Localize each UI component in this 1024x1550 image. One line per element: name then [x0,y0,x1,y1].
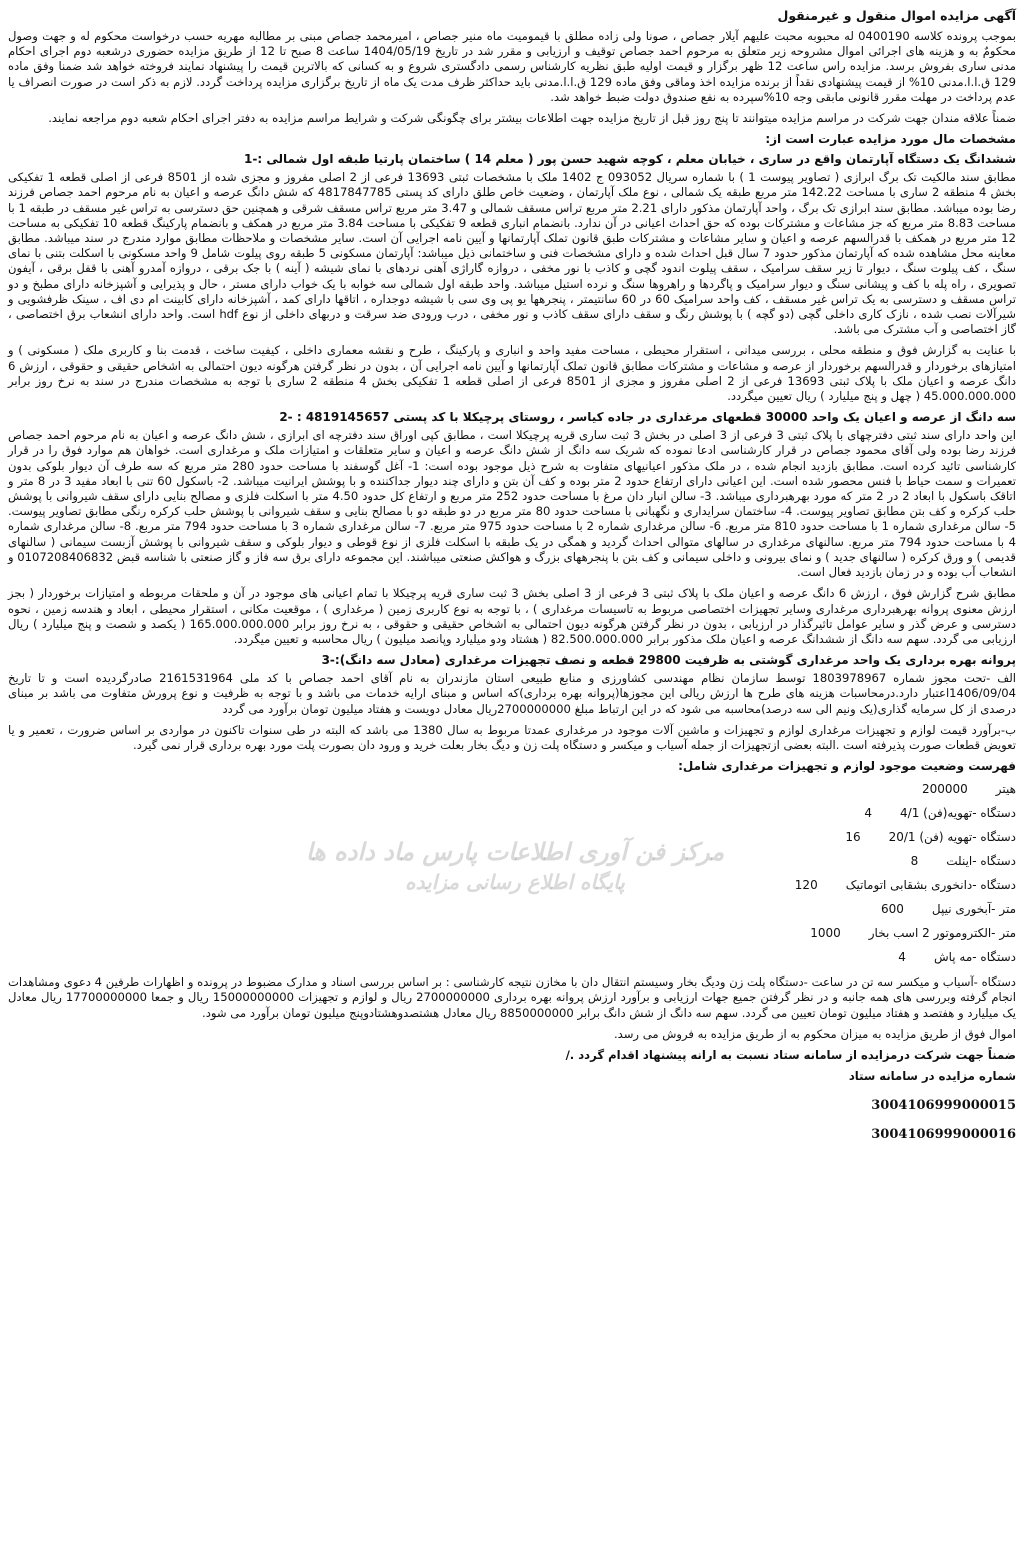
equipment-qty: 600 [880,902,904,917]
item3-equipment-estimate: ب-برآورد قیمت لوازم و تجهیزات مرغداری لوازم و تجهیزات و ماشین آلات موجود در مرغداری عمدتا مربوط به سال 1380 می باشد که البته در طی سنوات تاکنون در مواردی بر اساس ضرورت ، تعمیر و یا تعویض قطعات صورت پذیرفته است .البته بعضی ازتجهیزات از جمله آسیاب و میکسر و دستگاه پلت زن و دیگ بخار بعلت خرید و ورود دان بصورت پلت مورد بهره برداری قرار نمی گیرد. [8,722,1016,752]
closing-auction-number-label: شماره مزایده در سامانه ستاد [848,1069,1016,1084]
equipment-qty: 120 [794,878,818,893]
notice-title: آگهی مزایده اموال منقول و غیرمنقول [777,8,1016,23]
equipment-name: دستگاه -مه پاش [933,950,1016,965]
watermark-line1: مرکز فن آوری اطلاعات پارس ماد داده ها [305,838,725,866]
specs-heading: مشخصات مال مورد مزایده عبارت است از: [765,132,1016,147]
equipment-name: دستگاه -تهویه(فن) 4/1 [900,806,1016,821]
equipment-qty: 1000 [810,926,841,941]
equipment-name: دستگاه -اینلت [946,854,1016,869]
item3-heading: پروانه بهره برداری یک واحد مرغداری گوشتی به ظرفیت 29800 قطعه و نصف تجهیزات مرغداری (معادل سه دانگ):-3 [321,653,1016,668]
item2-heading: سه دانگ از عرصه و اعیان یک واحد 30000 قطعهای مرغداری در جاده کیاسر ، روستای پرچیکلا با کد پستی 4819145657 : -2 [279,410,1016,425]
equipment-qty: 8 [910,854,919,869]
item1-valuation: با عنایت به گزارش فوق و منطقه محلی ، بررسی میدانی ، استقرار محیطی ، مساحت مفید واحد و انباری و پارکینگ ، طرح و نقشه معماری داخلی ، کیفیت ساخت ، قدمت بنا و کاربری ملک ( مسکونی ) و امتیازهای برخوردار و قدرالسهم برخوردار از عرصه و مشاعات و مشترکات مطابق قانون تملک آپارتمانها و آیین نامه اجرایی آن ، بدون در نظر گرفتن هرگونه دیون احتمالی به اشخاص حقیقی و حقوقی ، ارزش 6 دانگ عرصه و اعیان ملک با پلاک ثبتی 13693 فرعی از 2 اصلی مفروز و مجزی از 8501 فرعی از اصلی قطعه 1 تفکیکی بخش 4 منطقه 2 ساری با توجه به مشخصات مندرج در سند به نرخ روز برابر 45.000.000.000 ( چهل و پنج میلیارد ) ریال تعیین میگردد. [8,343,1017,404]
equipment-qty: 4 [864,806,873,821]
auction-code-1: 3004106999000015 [871,1098,1016,1114]
list-item [8,825,1016,849]
list-item [8,945,1016,969]
intro-paragraph: بموجب پرونده کلاسه 0400190 له محبوبه محبت علیهم آیلار جصاص ، صونا ولی زاده مطلق با قیمومیت ماه منیر جصاص ، امیرمحمد جصاص مبنی بر مطالبه مهریه حسب درخواست محکوم له و جهت وصول محکومٌ به و هزینه های اجرائی اموال مشروحه زیر متعلق به مرحوم احمد جصاص توقیف و ارزیابی و مقرر شد در تاریخ 1404/05/19 ساعت 8 صبح تا 12 از طریق مزایده حضوری درشعبه دوم اجرای احکام مدنی ساری بفروش برسد. مزایده راس ساعت 12 ظهر برگزار و قیمت اولیه طبق نظریه کارشناس رسمی دادگستری شروع و به کسانی که بالاترین قیمت را پیشنهاد نمایند فروخته خواهد شد ضمنا وفق ماده 129 ق.ا.ا.مدنی 10% از قیمت پیشنهادی نقداً از برنده مزایده اخذ وماقی وفق ماده 129 ق.ا.ا.مدنی باید حداکثر ظرف مدت یک ماه از تاریخ برگزاری مزایده پرداخت گردد. لازم به ذکر است در صورت انصراف یا عدم پرداخت در مهلت مقرر قانونی مابقی وجه 10%سپرده به نفع صندوق دولت ضبط خواهد شد. [8,29,1016,104]
equipment-name: دستگاه -دانخوری بشقابی اتوماتیک [845,878,1016,893]
list-item [8,849,1016,873]
item2-valuation: مطابق شرح گزارش فوق ، ارزش 6 دانگ عرصه و اعیان ملک با پلاک ثبتی 3 فرعی از 3 اصلی بخش 3 ثبت ساری قریه پرچیکلا با تمام اعیانی های موجود در آن و ملحقات مربوطه و امتیازات برخوردار ( بجز ارزش معنوی پروانه بهرهبرداری مرغداری وسایر تجهیزات اختصاصی مربوط به تاسیسات مرغداری ) ، با توجه به نوع کاربری زمین ( مرغداری ) ، موقعیت مکانی ، استقرار محیطی ، ابعاد و هندسه زمین ، نحوه دسترسی و عرض گذر و سایر عوامل تاثیرگذار در ارزیابی ، بدون در نظر گرفتن هرگونه دیون احتمالی به اشخاص حقیقی و حقوقی ، به نرخ روز برابر 165.000.000.000 ( یکصد و شصت و پنج میلیارد ) ریال ارزیابی می گردد. سهم سه دانگ از ششدانگ عرصه و اعیان ملک مذکور برابر 82.500.000.000 ( هشتاد ودو میلیارد وپانصد میلیون ) ریال محاسبه و تعیین میگردد. [8,586,1017,646]
equipment-qty: 16 [845,830,861,845]
equipment-name: متر -آبخوری نیپل [931,902,1016,917]
list-item [8,873,1016,897]
watermark-line2: پایگاه اطلاع رسانی مزایده [405,870,625,894]
item2-description: این واحد دارای سند ثبتی دفترچهای با پلاک ثبتی 3 فرعی از 3 اصلی در بخش 3 ثبت ساری قریه پرچیکلا است ، مطابق کپی اوراق سند دفترچه ای ابرازی ، شش دانگ عرصه و اعیان به نام مرحوم احمد جصاص فرزند رضا بوده ولی آقای محمود جصاص در قرار کارشناسی ادعا نموده که شریک سه دانگ از شش دانگ عرصه و اعیان و سایر متعلقات و امتیازات ملک و مرغداری است. خواهان هم موارد فوق را در قرار کارشناسی تائید کرده است. مطابق بازدید انجام شده ، در ملک مذکور اعیانیهای متفاوت به شرح ذیل موجود بوده است: 1- آغل گوسفند با مساحت حدود 280 متر مربع که سه طرف آن دیوار بلوکی بدون تعمیرات و سمت حیاط با فنس محصور شده است. این اعیانی دارای ارتفاع حدود 2 متر بوده و کف آن بتن و دارای چند دیوار جداکننده و با پوشش ایرانیت میباشد. 2- باسکول 60 تنی با ابعاد مفید 3 در 8 متر و اتاقک باسکول با ابعاد 2 در 2 متر که مورد بهرهبرداری میباشد. 3- سالن انبار دان مرغ با مساحت حدود 252 متر مربع و ارتفاع کل حدود 4.50 متر با اسکلت فلزی و مصالح بنایی دارای سقف شیروانی با پوشش حلب کرکره و کف بتن مطابق تصاویر پیوست. 4- ساختمان سرایداری و نگهبانی با مساحت حدود 80 متر مربع در دو طبقه دو با مصالح بنایی و سقف شیروانی با پوشش حلب کرکره رنگی مطابق تصاویر پیوست. 5- سالن مرغداری شماره 1 با مساحت حدود 810 متر مربع. 6- سالن مرغداری شماره 2 با مساحت حدود 975 متر مربع. 7- سالن مرغداری شماره 3 با مساحت حدود 794 متر مربع. 8- سالن مرغداری شماره 4 با مساحت حدود 794 متر مربع. سالنهای مرغداری در سالهای متوالی احداث گردید و همگی در یک طبقه با اسکلت فلزی از نوع قوطی و دیوار بلوکی و سقف شیروانی با پوشش آزبست سیمانی ( سالنهای قدیمی ) و ورق کرکره ( سالنهای جدید ) و نمای بیرونی و داخلی سیمانی و کف بتن با پنجرههای بزرگ و هواکش صنعتی میباشند. این مجموعه دارای برق سه فاز و گاز صنعتی با شناسه قبض 0107208406832 و انشعاب آب بوده و در زمان بازدید فعال است. [8,428,1017,580]
equipment-name: دستگاه -تهویه (فن) 20/1 [888,830,1016,845]
closing-valuation: دستگاه -آسیاب و میکسر سه تن در ساعت -دستگاه پلت زن ودیگ بخار وسیستم انتقال دان با مخازن نتیجه کارشناسی : بر اساس بررسی اسناد و مدارک مضبوط در پرونده و اظهارات طرفین 4 دعوی ومشاهدات انجام گرفته وبررسی های همه جانبه و در نظر گرفتن جمیع جهات ارزیابی و برآورد ارزش پروانه بهره برداری 2700000000 ریال و لوازم و تجهیزات 15000000000 ریال و جمعا 17700000000 ریال معادل یک میلیارد و هفتصد و هفتاد میلیون تومان تعیین می گردد. سهم سه دانگ از شش دانگ برابر 8850000000 ریال معادل هشتصدوهشتادوپنج میلیون تومان برآورد می شود. [8,975,1016,1020]
auction-code-2: 3004106999000016 [871,1127,1016,1143]
list-item [8,777,1016,801]
item3-license: الف -تحت مجوز شماره 1803978967 توسط سازمان نظام مهندسی کشاورزی و منابع طبیعی استان مازندران به نام آقای احمد جصاص با کد ملی 2161531964 صادرگردیده است و تا تاریخ 1406/09/04اعتبار دارد.درمحاسبات هزینه های طرح ها ارزش ریالی این مجوزها(پروانه بهره برداری)که اساس و مبنای ارایه خدمات می باشد و با توجه به ظرفیت و نوع پرورش متفاوت می باشد بر مبنای درصدی از کل سرمایه گذاری(یک ونیم الی سه درصد)محاسبه می شود که در این ارتباط مبلغ 2700000000ریال معادل دویست و هفتاد میلیون تومان برآورد می گردد [8,671,1017,716]
closing-sale-note: اموال فوق از طریق مزایده به میزان محکوم به از طریق مزایده به فروش می رسد. [613,1026,1016,1041]
item1-heading: ششدانگ یک دستگاه آپارتمان واقع در ساری ، خیابان معلم ، کوچه شهید حسن پور ( معلم 14 ) ساختمان پارتیا طبقه اول شمالی :-1 [244,152,1016,167]
note-paragraph: ضمناً علاقه مندان جهت شرکت در مراسم مزایده میتوانند تا پنج روز قبل از تاریخ مزایده جهت اطلاعات بیشتر برای چگونگی شرکت و شرایط مراسم مزایده به دفتر اجرای احکام شعبه دوم مراجعه نمایند. [48,111,1016,126]
equipment-name: متر -الکتروموتور 2 اسب بخار [868,926,1016,941]
list-item [8,801,1016,825]
list-item [8,897,1016,921]
equipment-name: هیتر [995,782,1016,797]
equipment-qty: 4 [898,950,906,965]
closing-setad-note: ضمناً جهت شرکت درمزایده از سامانه ستاد نسبت به ارانه پیشنهاد اقدام گردد ./ [565,1047,1016,1062]
item1-description: مطابق سند مالکیت تک برگ ابرازی ( تصاویر پیوست 1 ) با شماره سریال 093052 ج 1402 ملک با مشخصات ثبتی 13693 فرعی از 2 اصلی مفروز و مجزی شده از 8501 فرعی از اصلی قطعه 1 تفکیکی بخش 4 منطقه 2 ساری با مساحت 142.22 متر مربع طبقه یک شمالی ، نوع ملک آپارتمان ، وضعیت خاص طلق دارای کد پستی 4817847785 که شش دانگ عرصه و اعیان به نام مرحوم احمد جصاص فرزند رضا بوده میباشد. مطابق سند ابرازی تک برگ ، واحد آپارتمان مذکور دارای 2.21 متر مربع تراس مسقف شمالی و 3.47 متر مربع تراس مسقف شرقی و همچنین حق دسترسی به تراس غیر مسقف در طبقه 1 با مساحت 8.83 متر مربع که جز مشاعات و مشترکات بوده که حق احداث اعیانی در آن ندارد. بانضمام انباری قطعه 9 تفکیکی با مساحت 3.84 متر مربع در همکف و بانضمام پارکینگ قطعه 10 تفکیکی به مساحت 12 متر مربع در همکف با قدرالسهم عرصه و اعیان و سایر مشاعات و مشترکات طبق قانون تملک آپارتمانها و آیین نامه اجرایی آن است. سایر مشخصات و ملاحظات مطابق موارد مندرج در سند میباشد. مطابق معاینه محل مشاهده شده که آپارتمان مذکور حدود 7 سال قبل احداث شده و دارای مشخصات فنی و ساختمانی ذیل میباشد: آپارتمان مسکونی 5 طبقه روی پیلوت شامل 9 واحد مسکونی با اسکلت بتنی با نمای سنگ ، کف پیلوت سنگ ، دیوار تا زیر سقف سرامیک ، سقف پیلوت اندود گچی و کاذب با نور مخفی ، دروازه گاراژی آهنی نردهای با نمای شیشه ( آینه ) با جک برقی ، دروازه آمدرو آهنی با قفل برقی ، آیفون تصویری ، راه پله با کف و پیشانی سنگ و دیوار سرامیک و پاگردها و راهروها سنگ و نرده استیل میباشد. واحد طبقه اول شمالی سه خوابه با یک خواب دارای مستر ، حال و پذیرایی و آشپزخانه دارای مطبخ و دو تراس مسقف و دسترسی به یک تراس غیر مسقف ، کف واحد سرامیک 60 در 60 سانتیمتر ، پنجرهها یو پی وی سی با شیشه دوجداره ، اتاقها دارای کمد ، آشپزخانه دارای کابینت ام دی اف ، سینک ظرفشویی و شیرآلات نصب شده ، نازک کاری داخلی گچی (دو گچه ) با پوشش رنگ و سقف دارای سقف کاذب و نور مخفی ، درب ورودی ضد سرقت و دربهای داخلی از نوع hdf است. واحد دارای انشعاب برق اختصاصی ، گاز اختصاصی و آب مشترک می باشد. [8,170,1017,337]
equipment-heading: فهرست وضعیت موجود لوازم و تجهیزات مرغداری شامل: [678,759,1016,774]
equipment-list [8,777,1016,969]
equipment-qty: 200000 [921,782,968,797]
list-item [8,921,1016,945]
